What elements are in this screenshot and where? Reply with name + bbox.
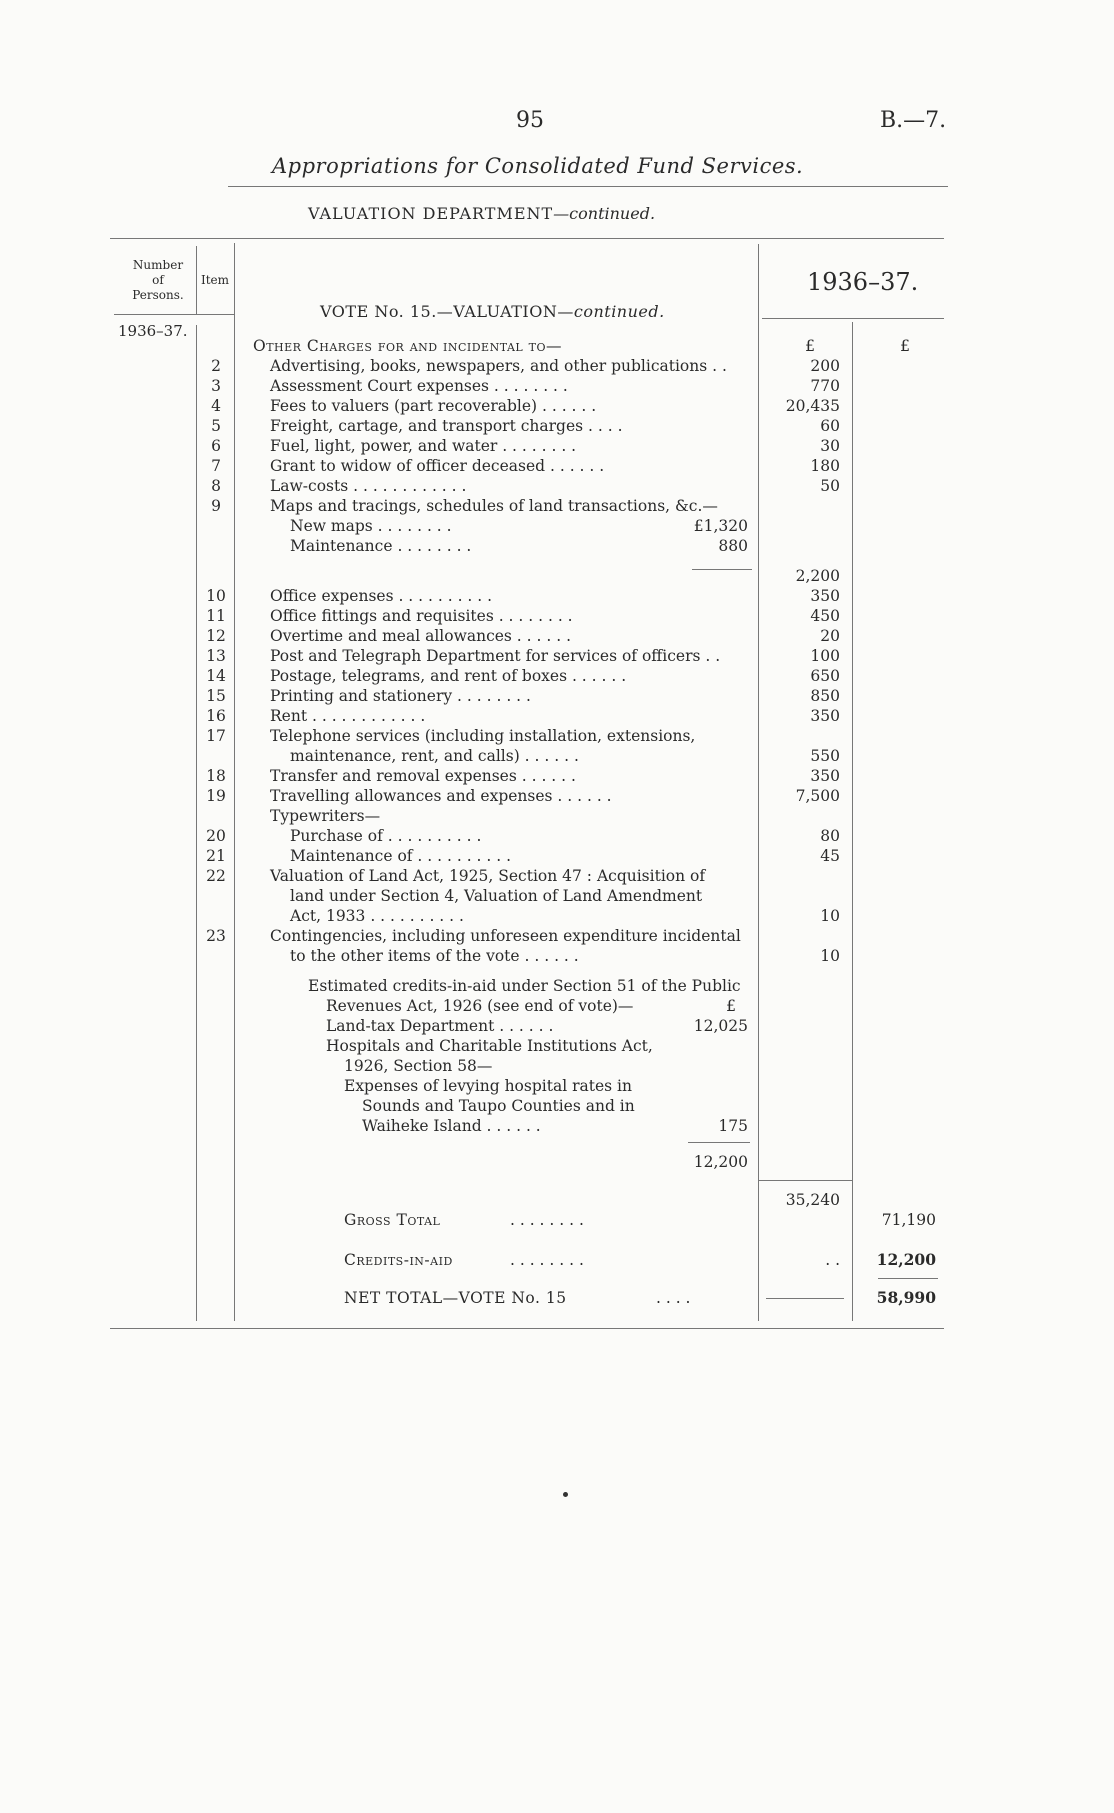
credits-total-rule — [688, 1142, 750, 1143]
persons-year: 1936–37. — [118, 322, 188, 340]
table-row: 5 Freight, cartage, and transport charges . . . . 60 — [211, 417, 840, 435]
table-row: 8 Law-costs . . . . . . . . . . . . 50 — [211, 477, 840, 495]
credits-text: 1926, Section 58— — [344, 1057, 493, 1075]
credits-total: 12,200 — [693, 1153, 748, 1171]
credits-in-aid-row: Credits-in-aid . . . . . . . . . . 12,200 — [344, 1250, 936, 1269]
table-row: 2 Advertising, books, newspapers, and other publications . . 200 — [211, 357, 840, 375]
item-rule — [196, 314, 234, 315]
table-row: 18 Transfer and removal expenses . . . . . . 350 — [206, 767, 840, 785]
department-heading: VALUATION DEPARTMENT—continued. — [308, 204, 656, 223]
credits-text: Expenses of levying hospital rates in — [344, 1077, 632, 1095]
table-row: 16 Rent . . . . . . . . . . . . 350 — [206, 707, 840, 725]
net-total-rule — [878, 1278, 938, 1279]
document-reference: B.—7. — [880, 108, 947, 133]
table-row: 6 Fuel, light, power, and water . . . . . . . . 30 — [211, 437, 840, 455]
page-title: Appropriations for Consolidated Fund Services. — [272, 154, 804, 178]
year-column-header: 1936–37. — [807, 268, 919, 296]
table-row: 23 Contingencies, including unforeseen expenditure incidental — [206, 927, 741, 945]
table-row: 7 Grant to widow of officer deceased . . . . . . 180 — [211, 457, 840, 475]
title-rule — [228, 186, 948, 187]
item-column-header: Item — [200, 273, 230, 287]
table-row: 17 Telephone services (including installation, extensions, — [206, 727, 696, 745]
table-row: 14 Postage, telegrams, and rent of boxes . . . . . . 650 — [206, 667, 840, 685]
net-col-rule — [766, 1298, 844, 1299]
table-row: New maps . . . . . . . . £1,320 — [290, 517, 748, 535]
persons-rule — [114, 314, 196, 315]
table-row: maintenance, rent, and calls) . . . . . . 550 — [290, 747, 840, 765]
table-row: land under Section 4, Valuation of Land Amendment — [290, 887, 703, 905]
vote-title: VOTE No. 15.—VALUATION—continued. — [320, 302, 665, 321]
table-bottom-rule — [110, 1328, 944, 1329]
year-rule — [762, 318, 944, 319]
table-row: 9 Maps and tracings, schedules of land transactions, &c.— — [211, 497, 718, 515]
table-row: Typewriters— — [270, 807, 381, 825]
credits-text: Sounds and Taupo Counties and in — [362, 1097, 635, 1115]
page-number: 95 — [516, 108, 544, 133]
persons-divider — [196, 246, 197, 314]
gross-total-row: Gross Total . . . . . . . . 71,190 — [344, 1211, 936, 1229]
table-row: Maintenance . . . . . . . . 880 — [290, 537, 748, 555]
pound-sign-total: £ — [900, 337, 910, 355]
subtotal-rule — [758, 1180, 852, 1181]
table-row: 3 Assessment Court expenses . . . . . . . . 770 — [211, 377, 840, 395]
section-heading: Other Charges for and incidental to— — [253, 337, 562, 355]
table-row: 13 Post and Telegraph Department for services of officers . . 100 — [206, 647, 840, 665]
table-row: 15 Printing and stationery . . . . . . . . 850 — [206, 687, 840, 705]
table-row: 2,200 — [795, 567, 840, 585]
subtotal-row: 35,240 — [785, 1191, 840, 1209]
credits-text: Hospitals and Charitable Institutions Act, — [326, 1037, 653, 1055]
table-row: 22 Valuation of Land Act, 1925, Section 47 : Acquisition of — [206, 867, 706, 885]
table-row: 12 Overtime and meal allowances . . . . . . 20 — [206, 627, 840, 645]
table-row: 21 Maintenance of . . . . . . . . . . 45 — [206, 847, 840, 865]
stray-mark — [563, 1492, 568, 1497]
credits-text: Revenues Act, 1926 (see end of vote)— £ — [326, 997, 736, 1015]
table-row: Act, 1933 . . . . . . . . . . 10 — [290, 907, 840, 925]
table-row: 19 Travelling allowances and expenses . . . . . . 7,500 — [206, 787, 840, 805]
section-heading-row — [0, 336, 1114, 356]
table-row: to the other items of the vote . . . . . . 10 — [290, 947, 840, 965]
net-total-row: NET TOTAL—VOTE No. 15 . . . . 58,990 — [344, 1288, 936, 1307]
persons-column-header: Number of Persons. — [132, 258, 184, 302]
pound-sign: £ — [805, 337, 815, 355]
credits-row: Land-tax Department . . . . . . 12,025 — [326, 1017, 748, 1035]
table-row: 11 Office fittings and requisites . . . . . . . . 450 — [206, 607, 840, 625]
credits-text: Estimated credits-in-aid under Section 51 of the Public — [308, 977, 741, 995]
table-row: 4 Fees to valuers (part recoverable) . . . . . . 20,435 — [211, 397, 840, 415]
credits-row: Waiheke Island . . . . . . 175 — [362, 1117, 748, 1135]
table-row: 10 Office expenses . . . . . . . . . . 350 — [206, 587, 840, 605]
table-row: 20 Purchase of . . . . . . . . . . 80 — [206, 827, 840, 845]
table-top-rule — [110, 238, 944, 239]
